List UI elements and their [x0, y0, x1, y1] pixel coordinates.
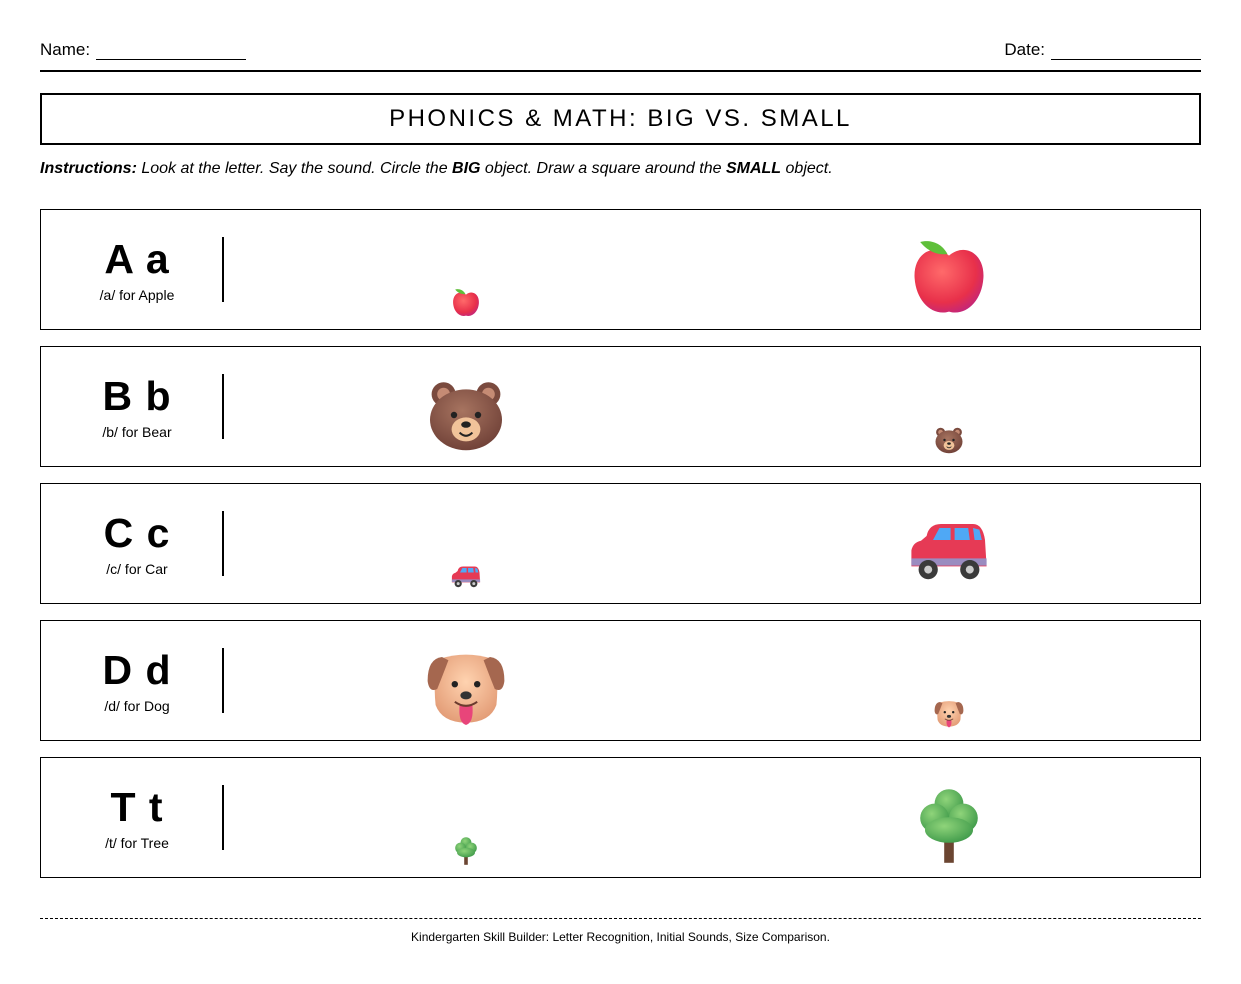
instructions-lead: Instructions:: [40, 160, 137, 177]
date-field[interactable]: [1004, 40, 1201, 60]
instructions-text-2: object. Draw a square around the: [480, 160, 726, 177]
letter-pair: T t: [110, 784, 164, 830]
letter-pair: B b: [102, 373, 172, 419]
instructions-small: SMALL: [725, 160, 782, 177]
page-title-text: PHONICS & MATH: BIG VS. SMALL: [389, 105, 852, 132]
footer-text: Kindergarten Skill Builder: Letter Recognition, Initial Sounds, Size Comparison.: [411, 930, 830, 944]
big-apple-icon[interactable]: [909, 238, 989, 318]
name-field[interactable]: [40, 40, 246, 60]
name-label: Name:: [40, 40, 91, 59]
instructions: [40, 160, 833, 178]
small-car-icon[interactable]: [451, 562, 481, 592]
row-divider: [222, 511, 224, 576]
row-divider: [222, 374, 224, 439]
exercise-row-car: [40, 483, 1201, 604]
exercise-row-bear: [40, 346, 1201, 467]
footer-divider: [40, 918, 1201, 919]
sound-label: /b/ for Bear: [102, 424, 172, 440]
row-divider: [222, 785, 224, 850]
instructions-text-3: object.: [781, 160, 833, 177]
row-divider: [222, 648, 224, 713]
page-title: [40, 93, 1201, 145]
exercise-row-tree: [40, 757, 1201, 878]
small-apple-icon[interactable]: [451, 288, 481, 318]
big-tree-icon[interactable]: [909, 786, 989, 866]
instructions-big: BIG: [452, 160, 481, 177]
small-bear-icon[interactable]: [934, 425, 964, 455]
sound-label: /d/ for Dog: [104, 698, 170, 714]
sound-label: /c/ for Car: [106, 561, 168, 577]
big-car-icon[interactable]: [909, 512, 989, 592]
letter-pair: D d: [102, 647, 172, 693]
date-blank-line[interactable]: [1051, 45, 1201, 60]
big-dog-icon[interactable]: [426, 649, 506, 729]
sound-label: /a/ for Apple: [99, 287, 175, 303]
instructions-text-1: Look at the letter. Say the sound. Circle the: [136, 160, 453, 177]
small-tree-icon[interactable]: [451, 836, 481, 866]
exercise-row-apple: [40, 209, 1201, 330]
date-label: Date:: [1004, 40, 1045, 59]
small-dog-icon[interactable]: [934, 699, 964, 729]
header-divider: [40, 70, 1201, 72]
exercise-row-dog: [40, 620, 1201, 741]
letter-pair: C c: [103, 510, 171, 556]
letter-pair: A a: [104, 236, 170, 282]
big-bear-icon[interactable]: [426, 375, 506, 455]
sound-label: /t/ for Tree: [105, 835, 169, 851]
row-divider: [222, 237, 224, 302]
name-blank-line[interactable]: [96, 45, 246, 60]
